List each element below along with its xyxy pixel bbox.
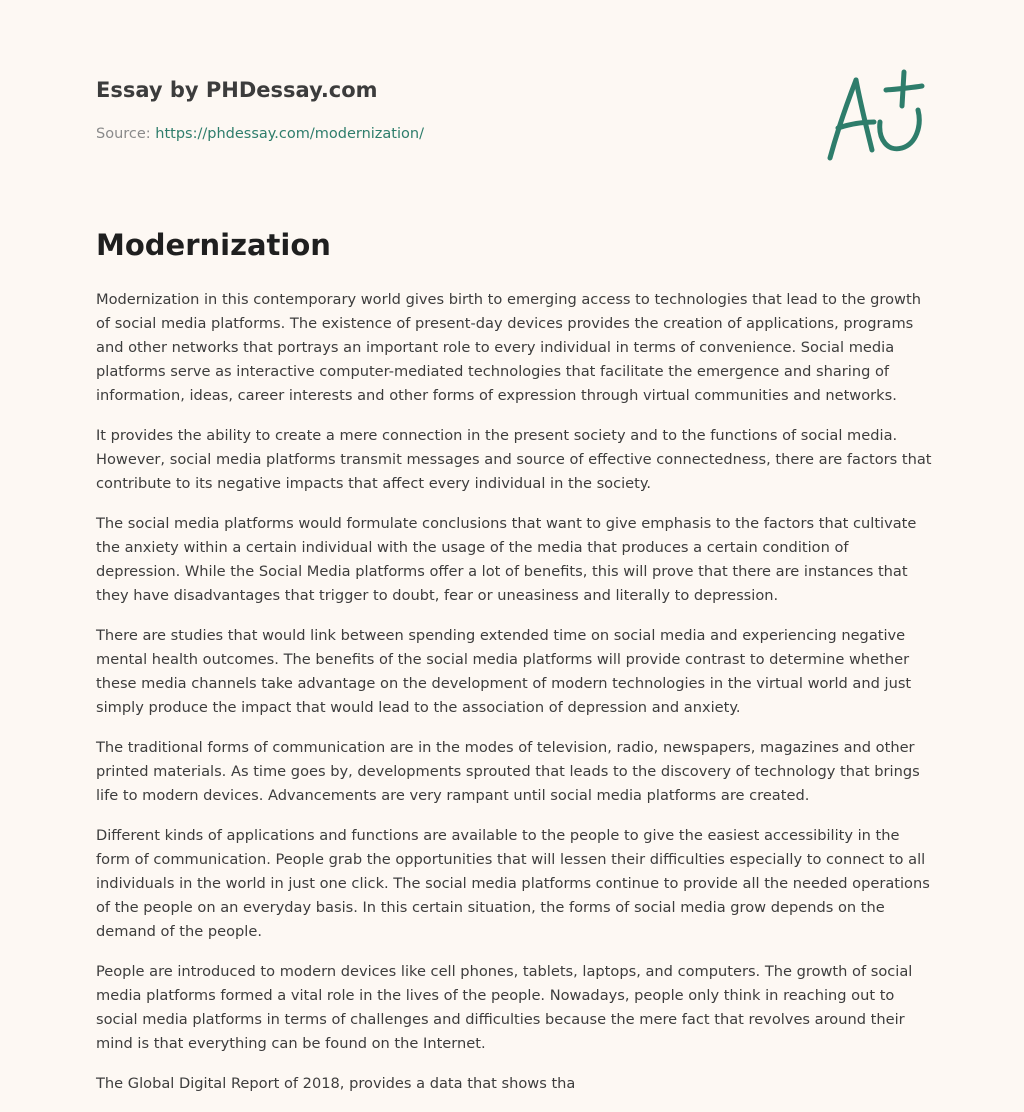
document-header [96,76,796,144]
essay-paragraph: People are introduced to modern devices like cell phones, tablets, laptops, and computers. The growth of social media platforms formed a vital role in the lives of the people. Nowadays, people only think in reaching out to social media platforms in terms of challenges and difficulties because the mere fact that revolves around their mind is that everything can be found on the Internet. [96,963,913,1052]
essay-paragraph: It provides the ability to create a mere connection in the present society and to the functions of social media. However, social media platforms transmit messages and source of effective connectedness, there are factors that contribute to its negative impacts that affect every individual in the society. [96,427,932,492]
source-link[interactable]: https://phdessay.com/modernization/ [155,126,424,142]
essay-paragraph: The traditional forms of communication are in the modes of television, radio, newspapers, magazines and other printed materials. As time goes by, developments sprouted that leads to the discovery of technology that brings life to modern devices. Advancements are very rampant until social media platforms are created. [96,739,920,804]
essay-title: Modernization [96,228,331,262]
source-line [96,124,796,144]
essay-paragraph: There are studies that would link between spending extended time on social media and experiencing negative mental health outcomes. The benefits of the social media platforms will provide contrast to determine whether these media channels take advantage on the development of modern technologies in the virtual world and just simply produce the impact that would lead to the association of depression and anxiety. [96,627,912,716]
essay-paragraph: Different kinds of applications and functions are available to the people to give the easiest accessibility in the form of communication. People grab the opportunities that will lessen their difficulties especially to connect to all individuals in the world in just one click. The social media platforms continue to provide all the needed operations of the people on an everyday basis. In this certain situation, the forms of social media grow depends on the demand of the people. [96,827,930,940]
essay-paragraph: The Global Digital Report of 2018, provides a data that shows tha [96,1075,576,1092]
essay-paragraph: The social media platforms would formulate conclusions that want to give emphasis to the factors that cultivate the anxiety within a certain individual with the usage of the media that produces a certain condition of depression. While the Social Media platforms offer a lot of benefits, this will prove that there are instances that they have disadvantages that trigger to doubt, fear or uneasiness and literally to depression. [96,515,917,604]
a-plus-logo-icon [822,66,932,166]
source-label: Source: [96,126,151,142]
site-title: Essay by PHDessay.com [96,78,378,102]
essay-paragraph: Modernization in this contemporary world gives birth to emerging access to technologies that lead to the growth of social media platforms. The existence of present-day devices provides the creation of applications, programs and other networks that portrays an important role to every individual in terms of convenience. Social media platforms serve as interactive computer-mediated technologies that facilitate the emergence and sharing of information, ideas, career interests and other forms of expression through virtual communities and networks. [96,291,921,404]
essay-body [96,226,932,1112]
